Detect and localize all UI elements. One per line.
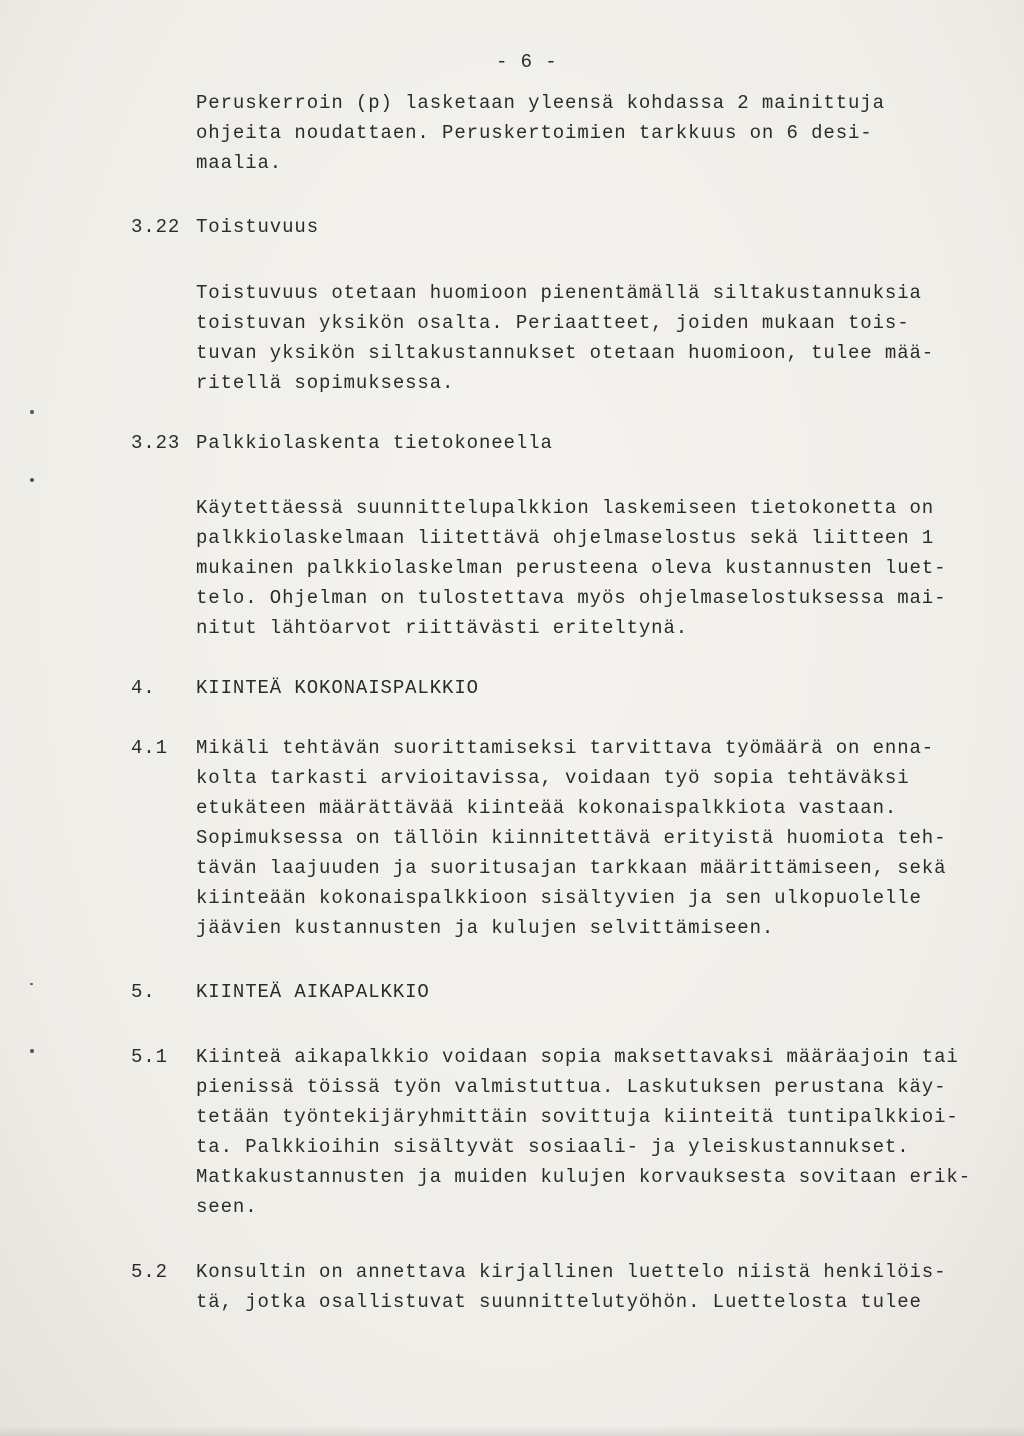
section-number: 3.22 [131, 216, 181, 238]
text-line: ta. Palkkioihin sisältyvät sosiaali- ja yleiskustannukset. [196, 1136, 910, 1158]
text-line: Konsultin on annettava kirjallinen luettelo niistä henkilöis- [196, 1261, 947, 1283]
scan-speck [30, 1049, 34, 1053]
section-paragraph [196, 1042, 996, 1222]
text-line: mukainen palkkiolaskelman perusteena oleva kustannusten luet- [196, 557, 947, 579]
text-line: tetään työntekijäryhmittäin sovittuja kiinteitä tuntipalkkioi- [196, 1106, 959, 1128]
text-line: ohjeita noudattaen. Peruskertoimien tarkkuus on 6 desi- [196, 122, 873, 144]
page-number: - 6 - [496, 51, 558, 73]
text-line: jäävien kustannusten ja kulujen selvittämiseen. [196, 917, 775, 939]
section-paragraph [196, 733, 996, 943]
section-paragraph [196, 493, 996, 643]
text-line: kolta tarkasti arvioitavissa, voidaan työ sopia tehtäväksi [196, 767, 910, 789]
text-line: ritellä sopimuksessa. [196, 372, 455, 394]
section-number: 4.1 [131, 737, 168, 759]
text-line: seen. [196, 1196, 258, 1218]
section-number: 5.2 [131, 1261, 168, 1283]
scan-edge-shadow [0, 1426, 1024, 1436]
text-line: pienissä töissä työn valmistuttua. Laskutuksen perustana käy- [196, 1076, 947, 1098]
text-line: Sopimuksessa on tällöin kiinnitettävä erityistä huomiota teh- [196, 827, 947, 849]
scan-speck [30, 410, 34, 414]
section-paragraph [196, 1257, 996, 1317]
text-line: toistuvan yksikön osalta. Periaatteet, joiden mukaan tois- [196, 312, 910, 334]
text-line: nitut lähtöarvot riittävästi eriteltynä. [196, 617, 689, 639]
text-line: etukäteen määrättävää kiinteää kokonaispalkkiota vastaan. [196, 797, 898, 819]
text-line: Käytettäessä suunnittelupalkkion laskemiseen tietokonetta on [196, 497, 935, 519]
text-line: Toistuvuus otetaan huomioon pienentämällä siltakustannuksia [196, 282, 922, 304]
section-number: 5.1 [131, 1046, 168, 1068]
heading-text: Toistuvuus [196, 216, 320, 238]
section-heading [196, 212, 996, 242]
scan-speck [30, 478, 34, 482]
section-paragraph [196, 278, 996, 398]
text-line: palkkiolaskelmaan liitettävä ohjelmaselostus sekä liitteen 1 [196, 527, 935, 549]
text-line: Mikäli tehtävän suorittamiseksi tarvittava työmäärä on enna- [196, 737, 935, 759]
text-line: Kiinteä aikapalkkio voidaan sopia maksettavaksi määräajoin tai [196, 1046, 959, 1068]
text-line: telo. Ohjelman on tulostettava myös ohjelmaselostuksessa mai- [196, 587, 947, 609]
text-line: kiinteään kokonaispalkkioon sisältyvien ja sen ulkopuolelle [196, 887, 922, 909]
text-line: tä, jotka osallistuvat suunnittelutyöhön. Luettelosta tulee [196, 1291, 922, 1313]
text-line: Peruskerroin (p) lasketaan yleensä kohdassa 2 mainittuja [196, 92, 885, 114]
heading-text: Palkkiolaskenta tietokoneella [196, 432, 553, 454]
heading-text: KIINTEÄ AIKAPALKKIO [196, 981, 430, 1003]
heading-text: KIINTEÄ KOKONAISPALKKIO [196, 677, 479, 699]
text-line: tuvan yksikön siltakustannukset otetaan huomioon, tulee mää- [196, 342, 935, 364]
section-heading [196, 673, 996, 703]
text-line: maalia. [196, 152, 283, 174]
intro-paragraph [196, 88, 996, 178]
section-number: 3.23 [131, 432, 181, 454]
section-number: 4. [131, 677, 156, 699]
scan-speck [30, 983, 33, 985]
section-heading [196, 977, 996, 1007]
section-heading [196, 428, 996, 458]
text-line: tävän laajuuden ja suoritusajan tarkkaan määrittämiseen, sekä [196, 857, 947, 879]
section-number: 5. [131, 981, 156, 1003]
text-line: Matkakustannusten ja muiden kulujen korvauksesta sovitaan erik- [196, 1166, 972, 1188]
